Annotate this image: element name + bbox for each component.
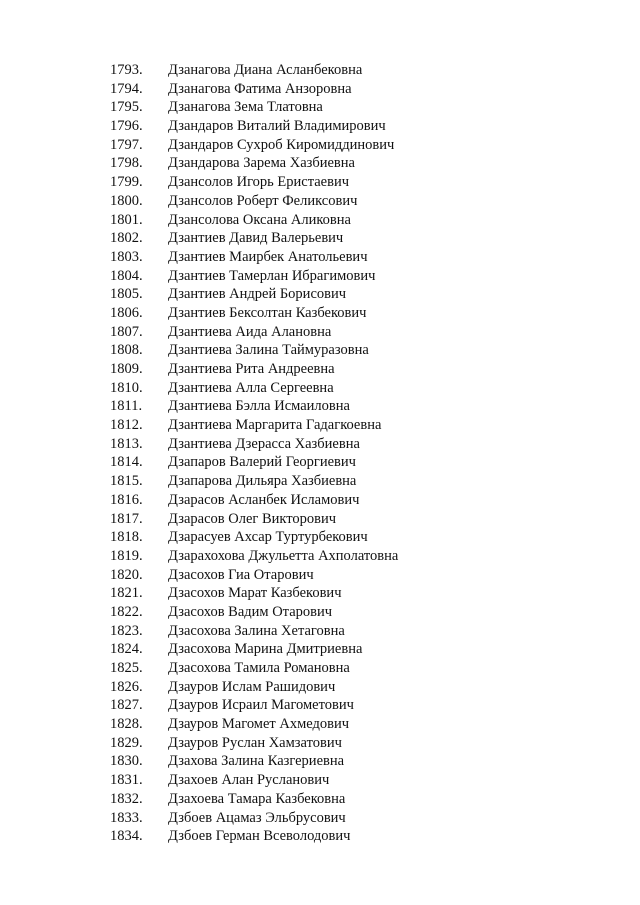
- entry-full-name: Дзантиев Тамерлан Ибрагимович: [168, 267, 376, 284]
- entry-full-name: Дзантиева Аида Алановна: [168, 323, 332, 340]
- entry-number: 1830.: [110, 753, 143, 770]
- entry-full-name: Дзантиева Дзерасса Хазбиевна: [168, 435, 360, 452]
- entry-full-name: Дзарасов Асланбек Исламович: [168, 491, 360, 508]
- entry-full-name: Дзантиева Маргарита Гадагкоевна: [168, 417, 382, 434]
- entry-full-name: Дзанагова Диана Асланбековна: [168, 62, 363, 78]
- entry-number: 1808.: [110, 342, 143, 359]
- entry-full-name: Дзбоев Герман Всеволодович: [168, 828, 351, 845]
- entry-number: 1811.: [110, 398, 143, 415]
- entry-full-name: Дзауров Руслан Хамзатович: [168, 734, 342, 751]
- entry-number: 1805.: [110, 286, 143, 303]
- entry-full-name: Дзанагова Зема Тлатовна: [168, 99, 323, 116]
- entry-number: 1794.: [110, 80, 143, 97]
- entry-number: 1816.: [110, 491, 143, 508]
- entry-number: 1812.: [110, 417, 143, 434]
- entry-number: 1802.: [110, 230, 143, 247]
- entry-number: 1803.: [110, 248, 143, 265]
- entry-full-name: Дзасохова Залина Хетаговна: [168, 622, 345, 639]
- entry-number: 1819.: [110, 547, 143, 564]
- entry-full-name: Дзасохова Тамила Романовна: [168, 660, 350, 676]
- entry-full-name: Дзбоев Ацамаз Эльбрусович: [168, 809, 346, 826]
- entry-full-name: Дзасохов Вадим Отарович: [168, 603, 333, 620]
- entry-number: 1834.: [110, 828, 143, 845]
- entry-full-name: Дзансолов Игорь Еристаевич: [168, 174, 350, 191]
- entry-full-name: Дзантиев Маирбек Анатольевич: [168, 248, 368, 265]
- entry-full-name: Дзапаров Валерий Георгиевич: [168, 454, 356, 471]
- entry-number: 1814.: [110, 454, 143, 471]
- entry-full-name: Дзахоев Алан Русланович: [168, 772, 330, 789]
- entry-number: 1807.: [110, 323, 143, 340]
- entry-full-name: Дзарахохова Джульетта Ахполатовна: [168, 547, 399, 564]
- entry-full-name: Дзандарова Зарема Хазбиевна: [168, 155, 355, 172]
- entry-number: 1801.: [110, 211, 143, 228]
- entry-full-name: Дзарасов Олег Викторович: [168, 510, 337, 527]
- entry-number: 1818.: [110, 529, 143, 546]
- entry-number: 1806.: [110, 304, 143, 321]
- entry-full-name: Дзахоева Тамара Казбековна: [168, 790, 346, 807]
- entry-number: 1815.: [110, 473, 143, 490]
- entry-full-name: Дзантиева Залина Таймуразовна: [168, 342, 369, 359]
- entry-full-name: Дзантиева Алла Сергеевна: [168, 379, 334, 396]
- entry-number: 1817.: [110, 510, 143, 527]
- entry-number: 1800.: [110, 192, 143, 209]
- entry-number: 1833.: [110, 809, 143, 826]
- entry-number: 1831.: [110, 772, 143, 789]
- entry-full-name: Дзандаров Сухроб Киромиддинович: [168, 136, 395, 153]
- entry-full-name: Дзантиева Бэлла Исмаиловна: [168, 398, 350, 415]
- entry-number: 1793.: [110, 62, 143, 78]
- entry-number: 1797.: [110, 136, 143, 153]
- entry-number: 1823.: [110, 622, 143, 639]
- entry-full-name: Дзанагова Фатима Анзоровна: [168, 80, 352, 97]
- entry-full-name: Дзантиев Бексолтан Казбекович: [168, 304, 367, 321]
- entry-number: 1822.: [110, 603, 143, 620]
- entry-number: 1809.: [110, 361, 143, 377]
- entry-number: 1821.: [110, 585, 143, 602]
- entry-full-name: Дзарасуев Ахсар Туртурбекович: [168, 529, 368, 546]
- entry-number: 1798.: [110, 155, 143, 172]
- entry-number: 1813.: [110, 435, 143, 452]
- entry-full-name: Дзауров Исраил Магометович: [168, 697, 354, 714]
- entry-number: 1829.: [110, 734, 143, 751]
- entry-full-name: Дзауров Магомет Ахмедович: [168, 716, 350, 733]
- entry-full-name: Дзансолова Оксана Аликовна: [168, 211, 351, 228]
- entry-full-name: Дзасохова Марина Дмитриевна: [168, 641, 363, 658]
- entry-number: 1827.: [110, 697, 143, 714]
- entry-full-name: Дзантиев Андрей Борисович: [168, 286, 347, 303]
- entry-full-name: Дзахова Залина Казгериевна: [168, 753, 345, 770]
- entry-number: 1804.: [110, 267, 143, 284]
- entry-number: 1824.: [110, 641, 143, 658]
- entry-number: 1826.: [110, 678, 143, 695]
- entry-number: 1820.: [110, 566, 143, 583]
- entry-number: 1825.: [110, 660, 143, 676]
- entry-full-name: Дзапарова Дильяра Хазбиевна: [168, 473, 357, 490]
- entry-full-name: Дзасохов Марат Казбекович: [168, 585, 342, 602]
- entry-full-name: Дзантиев Давид Валерьевич: [168, 230, 344, 247]
- entry-number: 1810.: [110, 379, 143, 396]
- entry-full-name: Дзасохов Гиа Отарович: [168, 566, 314, 583]
- entry-full-name: Дзансолов Роберт Феликсович: [168, 192, 358, 209]
- entry-full-name: Дзауров Ислам Рашидович: [168, 678, 336, 695]
- entry-number: 1795.: [110, 99, 143, 116]
- entry-full-name: Дзантиева Рита Андреевна: [168, 361, 335, 377]
- entry-number: 1832.: [110, 790, 143, 807]
- entry-number: 1828.: [110, 716, 143, 733]
- entry-full-name: Дзандаров Виталий Владимирович: [168, 118, 386, 135]
- entry-number: 1799.: [110, 174, 143, 191]
- entry-number: 1796.: [110, 118, 143, 135]
